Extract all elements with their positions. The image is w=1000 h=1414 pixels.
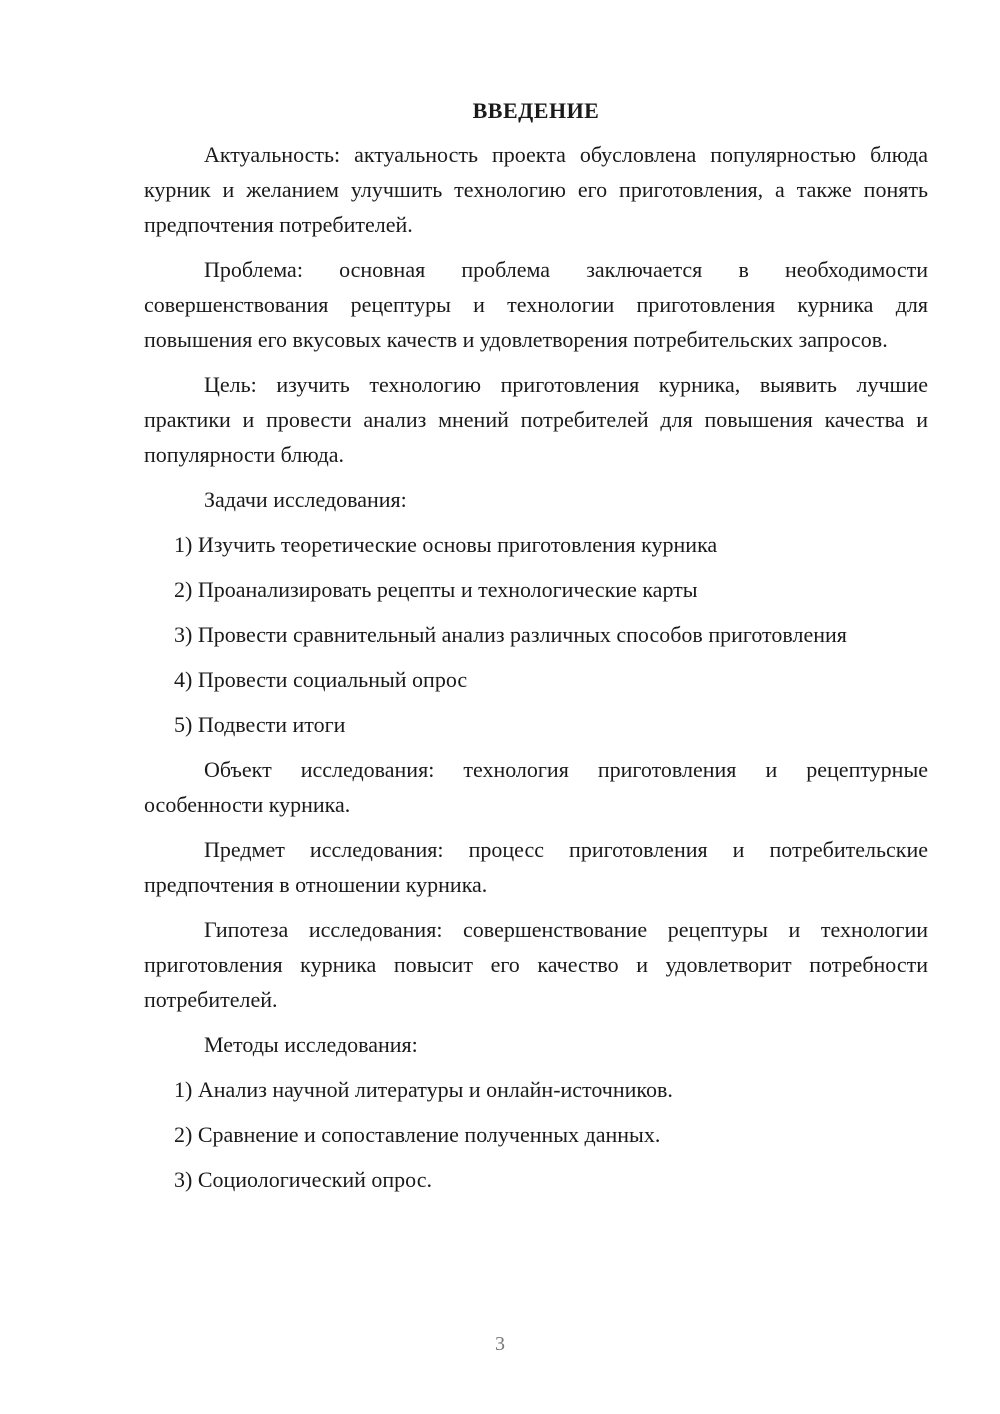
relevance-paragraph: Актуальность: актуальность проекта обусловлена популярностью блюда курник и желанием улучшить технологию его приготовления, а также понять предпочтения потребителей. <box>144 142 928 237</box>
page-title: ВВЕДЕНИЕ <box>472 98 600 123</box>
method-item-2: 2) Сравнение и сопоставление полученных данных. <box>174 1122 661 1147</box>
task-item-4: 4) Провести социальный опрос <box>174 667 468 692</box>
methods-heading: Методы исследования: <box>204 1032 418 1057</box>
task-item-1: 1) Изучить теоретические основы приготовления курника <box>174 532 718 557</box>
problem-paragraph: Проблема: основная проблема заключается в необходимости совершенствования рецептуры и технологии приготовления курника для повышения его вкусовых качеств и удовлетворения потребительских запросов. <box>144 257 928 352</box>
document-page <box>144 96 928 1207</box>
goal-paragraph: Цель: изучить технологию приготовления курника, выявить лучшие практики и провести анализ мнений потребителей для повышения качества и популярности блюда. <box>144 372 928 467</box>
hypothesis-paragraph: Гипотеза исследования: совершенствование рецептуры и технологии приготовления курника повысит его качество и удовлетворит потребности потребителей. <box>144 917 928 1012</box>
object-paragraph: Объект исследования: технология приготовления и рецептурные особенности курника. <box>144 757 928 817</box>
task-item-5: 5) Подвести итоги <box>174 712 346 737</box>
method-item-3: 3) Социологический опрос. <box>174 1167 432 1192</box>
page-number: 3 <box>495 1333 505 1355</box>
method-item-1: 1) Анализ научной литературы и онлайн-источников. <box>174 1077 673 1102</box>
task-item-2: 2) Проанализировать рецепты и технологические карты <box>174 577 698 602</box>
subject-paragraph: Предмет исследования: процесс приготовления и потребительские предпочтения в отношении курника. <box>144 837 928 897</box>
tasks-heading: Задачи исследования: <box>204 487 407 512</box>
task-item-3: 3) Провести сравнительный анализ различных способов приготовления <box>174 622 847 647</box>
